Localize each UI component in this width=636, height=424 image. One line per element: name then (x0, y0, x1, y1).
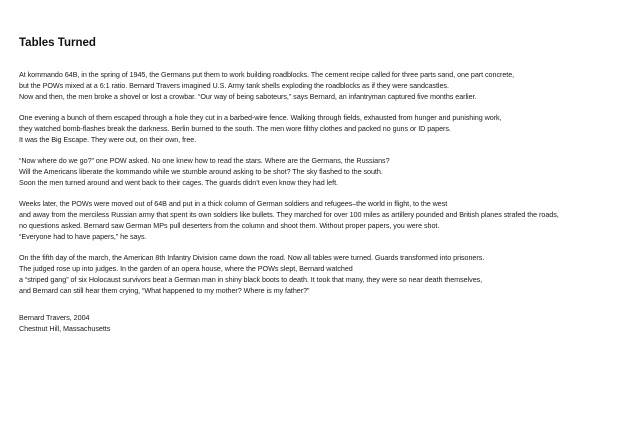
text-line: At kommando 64B, in the spring of 1945, the Germans put them to work building roadblocks. The cement recipe called for three parts sand, one part concrete, (19, 70, 515, 79)
author-line: Bernard Travers, 2004 (19, 313, 90, 322)
signature-block (19, 312, 631, 334)
text-line: and away from the merciless Russian army that spent its own soldiers like bullets. They marched for over 100 miles as artillery pounded and British planes strafed the roads, (19, 210, 559, 219)
location-line: Chestnut Hill, Massachusetts (19, 324, 111, 333)
document-page (19, 36, 631, 334)
text-line: Weeks later, the POWs were moved out of 64B and put in a thick column of German soldiers and refugees–the world in flight, to the west (19, 199, 448, 208)
text-line: “Everyone had to have papers,” he says. (19, 232, 147, 241)
text-line: a “striped gang” of six Holocaust survivors beat a German man in shiny black boots to death. It took that many, they were so near death themselves, (19, 275, 483, 284)
text-line: The judged rose up into judges. In the garden of an opera house, where the POWs slept, Bernard watched (19, 264, 353, 273)
text-line: Will the Americans liberate the kommando while we stumble around asking to be shot? The sky flashed to the south. (19, 167, 383, 176)
paragraph-1 (19, 69, 631, 102)
text-line: no questions asked. Bernard saw German MPs pull deserters from the column and shoot them. Without proper papers, you were shot. (19, 221, 440, 230)
text-line: It was the Big Escape. They were out, on their own, free. (19, 135, 197, 144)
text-line: On the fifth day of the march, the American 8th Infantry Division came down the road. Now all tables were turned. Guards transformed into prisoners. (19, 253, 485, 262)
page-title: Tables Turned (19, 37, 96, 49)
paragraph-4 (19, 198, 631, 242)
text-line: “Now where do we go?” one POW asked. No one knew how to read the stars. Where are the Germans, the Russians? (19, 156, 390, 165)
paragraph-2 (19, 112, 631, 145)
paragraph-3 (19, 155, 631, 188)
paragraph-5 (19, 252, 631, 296)
text-line: but the POWs mixed at a 6:1 ratio. Bernard Travers imagined U.S. Army tank shells exploding the roadblocks as if they were sandcastles. (19, 81, 449, 90)
text-line: Soon the men turned around and went back to their cages. The guards didn’t even know they had left. (19, 178, 338, 187)
text-line: One evening a bunch of them escaped through a hole they cut in a barbed-wire fence. Walking through fields, exhausted from hunger and punishing work, (19, 113, 502, 122)
text-line: Now and then, the men broke a shovel or lost a crowbar. “Our way of being saboteurs,” says Bernard, an infantryman captured five months earlier. (19, 92, 477, 101)
text-line: and Bernard can still hear them crying, “What happened to my mother? Where is my father?” (19, 286, 310, 295)
text-line: they watched bomb-flashes break the darkness. Berlin burned to the south. The men wore filthy clothes and packed no guns or ID papers. (19, 124, 451, 133)
